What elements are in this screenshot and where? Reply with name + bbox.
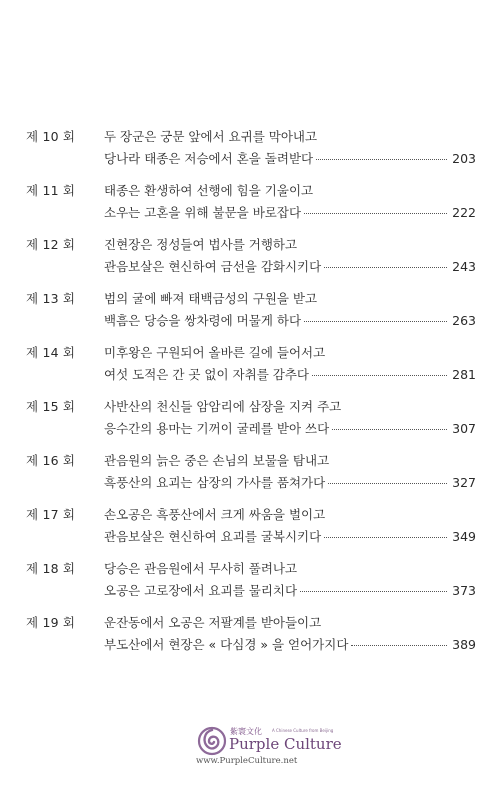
chapter-title-line1: 태종은 환생하여 선행에 힘을 기울이고 <box>104 183 314 198</box>
leader-dots <box>304 213 447 214</box>
leader-dots <box>328 483 447 484</box>
chapter-title-line1: 사반산의 천신들 암암리에 삼장을 지켜 주고 <box>104 399 342 414</box>
toc-entry <box>26 557 476 611</box>
chapter-title-line2: 소우는 고혼을 위해 불문을 바로잡다 <box>104 205 302 220</box>
chapter-title-line2-row <box>104 365 476 383</box>
toc-entry <box>26 395 476 449</box>
page-number: 281 <box>452 367 476 382</box>
chapter-title-line2-row <box>104 257 476 275</box>
toc-entry <box>26 125 476 179</box>
chapter-title-line2-row <box>104 419 476 437</box>
chapter-number: 제 19 회 <box>26 615 76 630</box>
logo-tagline: A Chinese Culture from Beijing <box>272 728 334 733</box>
logo-brand: Purple Culture <box>229 735 342 753</box>
leader-dots <box>300 591 447 592</box>
toc-entry <box>26 341 476 395</box>
chapter-title-line2: 여섯 도적은 간 곳 없이 자취를 감추다 <box>104 367 309 382</box>
chapter-number: 제 18 회 <box>26 561 76 576</box>
chapter-title-line2-row <box>104 203 476 221</box>
page-number: 243 <box>452 259 476 274</box>
chapter-title-line2: 백흠은 당승을 쌍차령에 머물게 하다 <box>104 313 302 328</box>
page-number: 307 <box>452 421 476 436</box>
chapter-title-line2: 응수간의 용마는 기꺼이 굴레를 받아 쓰다 <box>104 421 330 436</box>
chapter-number: 제 16 회 <box>26 453 76 468</box>
chapter-title-line2: 흑풍산의 요괴는 삼장의 가사를 품쳐가다 <box>104 475 326 490</box>
chapter-number: 제 14 회 <box>26 345 76 360</box>
chapter-title-line2: 관음보살은 현신하여 금선을 감화시키다 <box>104 259 322 274</box>
chapter-title-line1: 미후왕은 구원되어 올바른 길에 들어서고 <box>104 345 326 360</box>
page-number: 222 <box>452 205 476 220</box>
leader-dots <box>324 267 447 268</box>
chapter-number: 제 15 회 <box>26 399 76 414</box>
chapter-title-line2: 당나라 태종은 저승에서 혼을 돌려받다 <box>104 151 314 166</box>
chapter-number: 제 11 회 <box>26 183 76 198</box>
leader-dots <box>324 537 447 538</box>
page-number: 389 <box>452 637 476 652</box>
page-number: 349 <box>452 529 476 544</box>
chapter-number: 제 10 회 <box>26 129 76 144</box>
watermark-logo <box>196 726 342 766</box>
chapter-title-line2: 오공은 고로장에서 요괴를 물리치다 <box>104 583 298 598</box>
leader-dots <box>332 429 447 430</box>
chapter-title-line1: 두 장군은 궁문 앞에서 요귀를 막아내고 <box>104 129 318 144</box>
chapter-number: 제 12 회 <box>26 237 76 252</box>
leader-dots <box>304 321 447 322</box>
page-number: 373 <box>452 583 476 598</box>
purple-culture-swirl-icon <box>196 726 228 756</box>
toc-entry <box>26 503 476 557</box>
chapter-title-line2-row <box>104 635 476 653</box>
toc-entry <box>26 287 476 341</box>
leader-dots <box>312 375 447 376</box>
chapter-title-line2: 부도산에서 현장은 « 다심경 » 을 얻어가지다 <box>104 637 349 652</box>
chapter-number: 제 17 회 <box>26 507 76 522</box>
chapter-title-line2-row <box>104 527 476 545</box>
page-number: 203 <box>452 151 476 166</box>
toc-entry <box>26 233 476 287</box>
chapter-title-line2-row <box>104 581 476 599</box>
leader-dots <box>351 645 447 646</box>
chapter-title-line2-row <box>104 149 476 167</box>
chapter-title-line2: 관음보살은 현신하여 요괴를 굴복시키다 <box>104 529 322 544</box>
toc-entry <box>26 611 476 665</box>
chapter-title-line1: 당승은 관음원에서 무사히 풀려나고 <box>104 561 298 576</box>
chapter-number: 제 13 회 <box>26 291 76 306</box>
chapter-title-line2-row <box>104 473 476 491</box>
chapter-title-line1: 관음원의 늙은 중은 손님의 보물을 탐내고 <box>104 453 330 468</box>
table-of-contents <box>26 125 476 665</box>
toc-entry <box>26 449 476 503</box>
chapter-title-line1: 범의 굴에 빠져 태백금성의 구원을 받고 <box>104 291 318 306</box>
logo-url: www.PurpleCulture.net <box>196 756 298 766</box>
chapter-title-line1: 운잔동에서 오공은 저팔계를 받아들이고 <box>104 615 322 630</box>
chapter-title-line1: 손오공은 흑풍산에서 크게 싸움을 벌이고 <box>104 507 326 522</box>
chapter-title-line2-row <box>104 311 476 329</box>
chapter-title-line1: 진현장은 정성들여 법사를 거행하고 <box>104 237 298 252</box>
page-number: 327 <box>452 475 476 490</box>
toc-entry <box>26 179 476 233</box>
leader-dots <box>316 159 447 160</box>
logo-chinese-text: 紫寰文化 <box>230 727 262 736</box>
page-number: 263 <box>452 313 476 328</box>
